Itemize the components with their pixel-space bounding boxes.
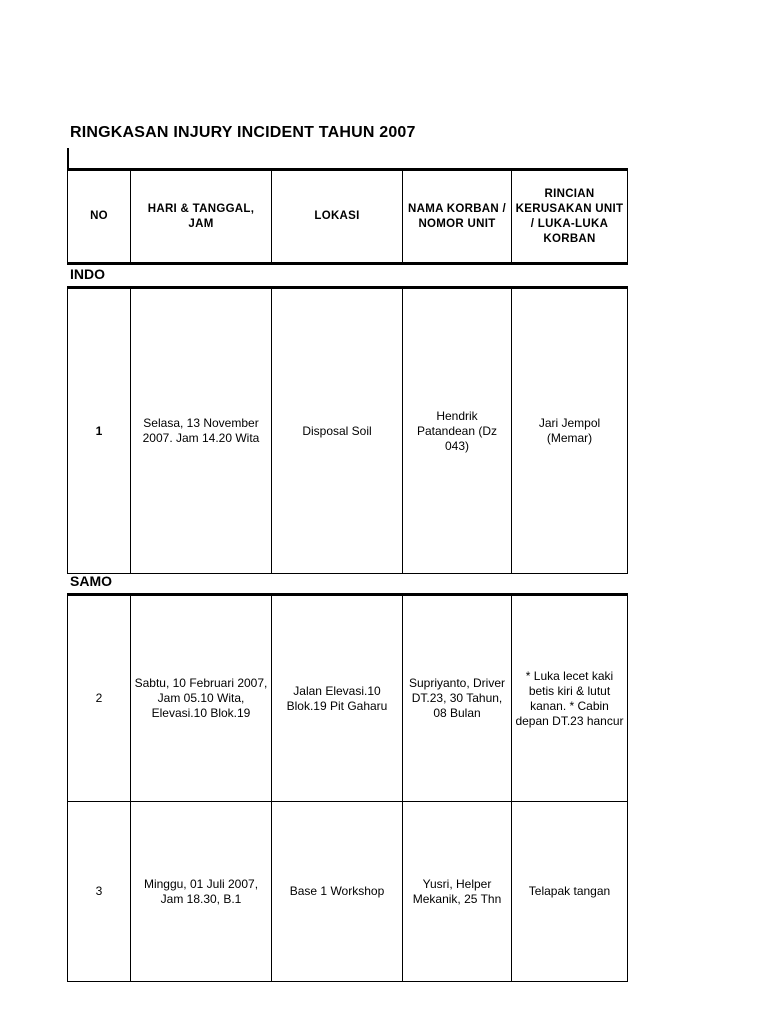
- table-row: [68, 288, 628, 574]
- table-row: [68, 802, 628, 982]
- header-no: NO: [68, 170, 131, 264]
- cell-lokasi: Jalan Elevasi.10 Blok.19 Pit Gaharu: [272, 595, 403, 802]
- section-table-samo: [67, 593, 628, 982]
- header-korban: NAMA KORBAN / NOMOR UNIT: [403, 170, 512, 264]
- cell-lokasi: Base 1 Workshop: [272, 802, 403, 982]
- cell-no: 2: [68, 595, 131, 802]
- header-tanggal: HARI & TANGGAL, JAM: [131, 170, 272, 264]
- cell-korban: Yusri, Helper Mekanik, 25 Thn: [403, 802, 512, 982]
- cell-rincian: * Luka lecet kaki betis kiri & lutut kanan. * Cabin depan DT.23 hancur: [512, 595, 628, 802]
- section-label-samo: SAMO: [70, 573, 112, 589]
- cell-tanggal: Sabtu, 10 Februari 2007, Jam 05.10 Wita, Elevasi.10 Blok.19: [131, 595, 272, 802]
- header-lokasi: LOKASI: [272, 170, 403, 264]
- cell-rincian: Telapak tangan: [512, 802, 628, 982]
- section-label-indo: INDO: [70, 266, 105, 282]
- cell-tanggal: Minggu, 01 Juli 2007, Jam 18.30, B.1: [131, 802, 272, 982]
- cell-korban: Hendrik Patandean (Dz 043): [403, 288, 512, 574]
- cell-no: 3: [68, 802, 131, 982]
- header-rincian: RINCIAN KERUSAKAN UNIT / LUKA-LUKA KORBAN: [512, 170, 628, 264]
- cell-no: 1: [68, 288, 131, 574]
- table-row: [68, 595, 628, 802]
- header-table: [67, 168, 628, 265]
- cell-tanggal: Selasa, 13 November 2007. Jam 14.20 Wita: [131, 288, 272, 574]
- section-table-indo: [67, 286, 628, 574]
- page-title: RINGKASAN INJURY INCIDENT TAHUN 2007: [70, 124, 416, 141]
- cell-rincian: Jari Jempol (Memar): [512, 288, 628, 574]
- cell-lokasi: Disposal Soil: [272, 288, 403, 574]
- cell-korban: Supriyanto, Driver DT.23, 30 Tahun, 08 Bulan: [403, 595, 512, 802]
